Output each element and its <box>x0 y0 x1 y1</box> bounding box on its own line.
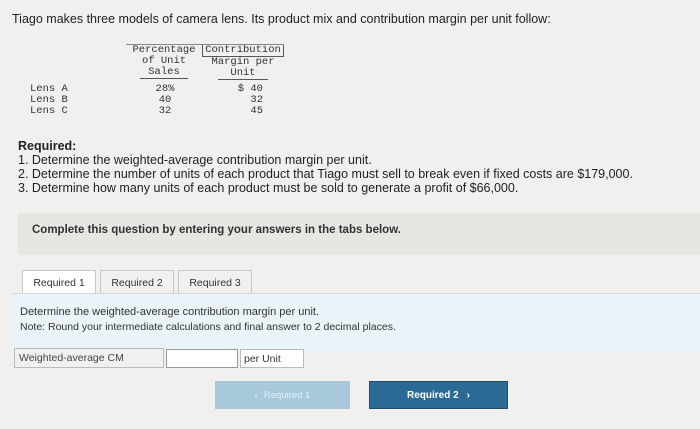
tab-label: Required 2 <box>111 277 163 289</box>
prev-label: Required 1 <box>263 389 311 401</box>
row-label: Lens C <box>30 105 68 117</box>
cm-column <box>229 84 263 117</box>
required-title: Required: <box>18 139 77 153</box>
problem-intro: Tiago makes three models of camera lens. Its product mix and contribution margin per unit follow: <box>12 12 551 26</box>
pct-cell: 32 <box>158 105 172 117</box>
chevron-right-icon: › <box>466 389 471 401</box>
tab-required-3[interactable] <box>178 270 252 295</box>
required-item-1: 1. Determine the weighted-average contribution margin per unit. <box>18 153 372 167</box>
cm-cell: 32 <box>250 94 263 106</box>
weighted-cm-label: Weighted-average CM <box>14 348 164 368</box>
table-row <box>30 84 68 117</box>
cm-cell: 45 <box>250 105 263 117</box>
tab-label: Required 3 <box>189 277 241 289</box>
table-top-rule <box>126 44 284 45</box>
banner-text: Complete this question by entering your answers in the tabs below. <box>32 224 401 236</box>
unit-label: per Unit <box>240 349 304 368</box>
header-cm-line3: Unit <box>218 68 268 80</box>
tab-required-1[interactable] <box>22 270 96 295</box>
weighted-cm-input[interactable] <box>166 349 238 368</box>
prev-required-button[interactable] <box>215 381 350 409</box>
pct-column <box>150 84 180 117</box>
header-pct-line2: of Unit <box>141 55 187 67</box>
chevron-left-icon: ‹ <box>254 389 258 401</box>
cm-cell: $ 40 <box>237 83 263 95</box>
required-item-2: 2. Determine the number of units of each product that Tiago must sell to break even if fixed costs are $179,000. <box>18 167 633 181</box>
panel-note: Note: Round your intermediate calculations and final answer to 2 decimal places. <box>20 321 396 333</box>
pct-cell: 40 <box>158 94 172 106</box>
header-pct-line3: Sales <box>140 67 188 79</box>
header-contribution <box>202 45 284 80</box>
instructions-banner <box>18 213 700 255</box>
header-cm-line2: Margin per <box>211 56 275 68</box>
required-item-3: 3. Determine how many units of each product must be sold to generate a profit of $66,000. <box>18 181 519 195</box>
question-panel <box>12 293 700 352</box>
header-pct-line1: Percentage <box>132 44 196 56</box>
panel-instruction: Determine the weighted-average contribution margin per unit. <box>20 306 319 318</box>
pct-cell: 28% <box>155 83 175 95</box>
row-label: Lens B <box>30 94 68 106</box>
header-cm-line1: Contribution <box>202 45 284 57</box>
header-percentage <box>128 45 200 79</box>
tab-label: Required 1 <box>33 277 85 289</box>
next-required-button[interactable] <box>369 381 508 409</box>
tab-required-2[interactable] <box>100 270 174 295</box>
row-label: Lens A <box>30 83 68 95</box>
next-label: Required 2 <box>406 389 459 401</box>
